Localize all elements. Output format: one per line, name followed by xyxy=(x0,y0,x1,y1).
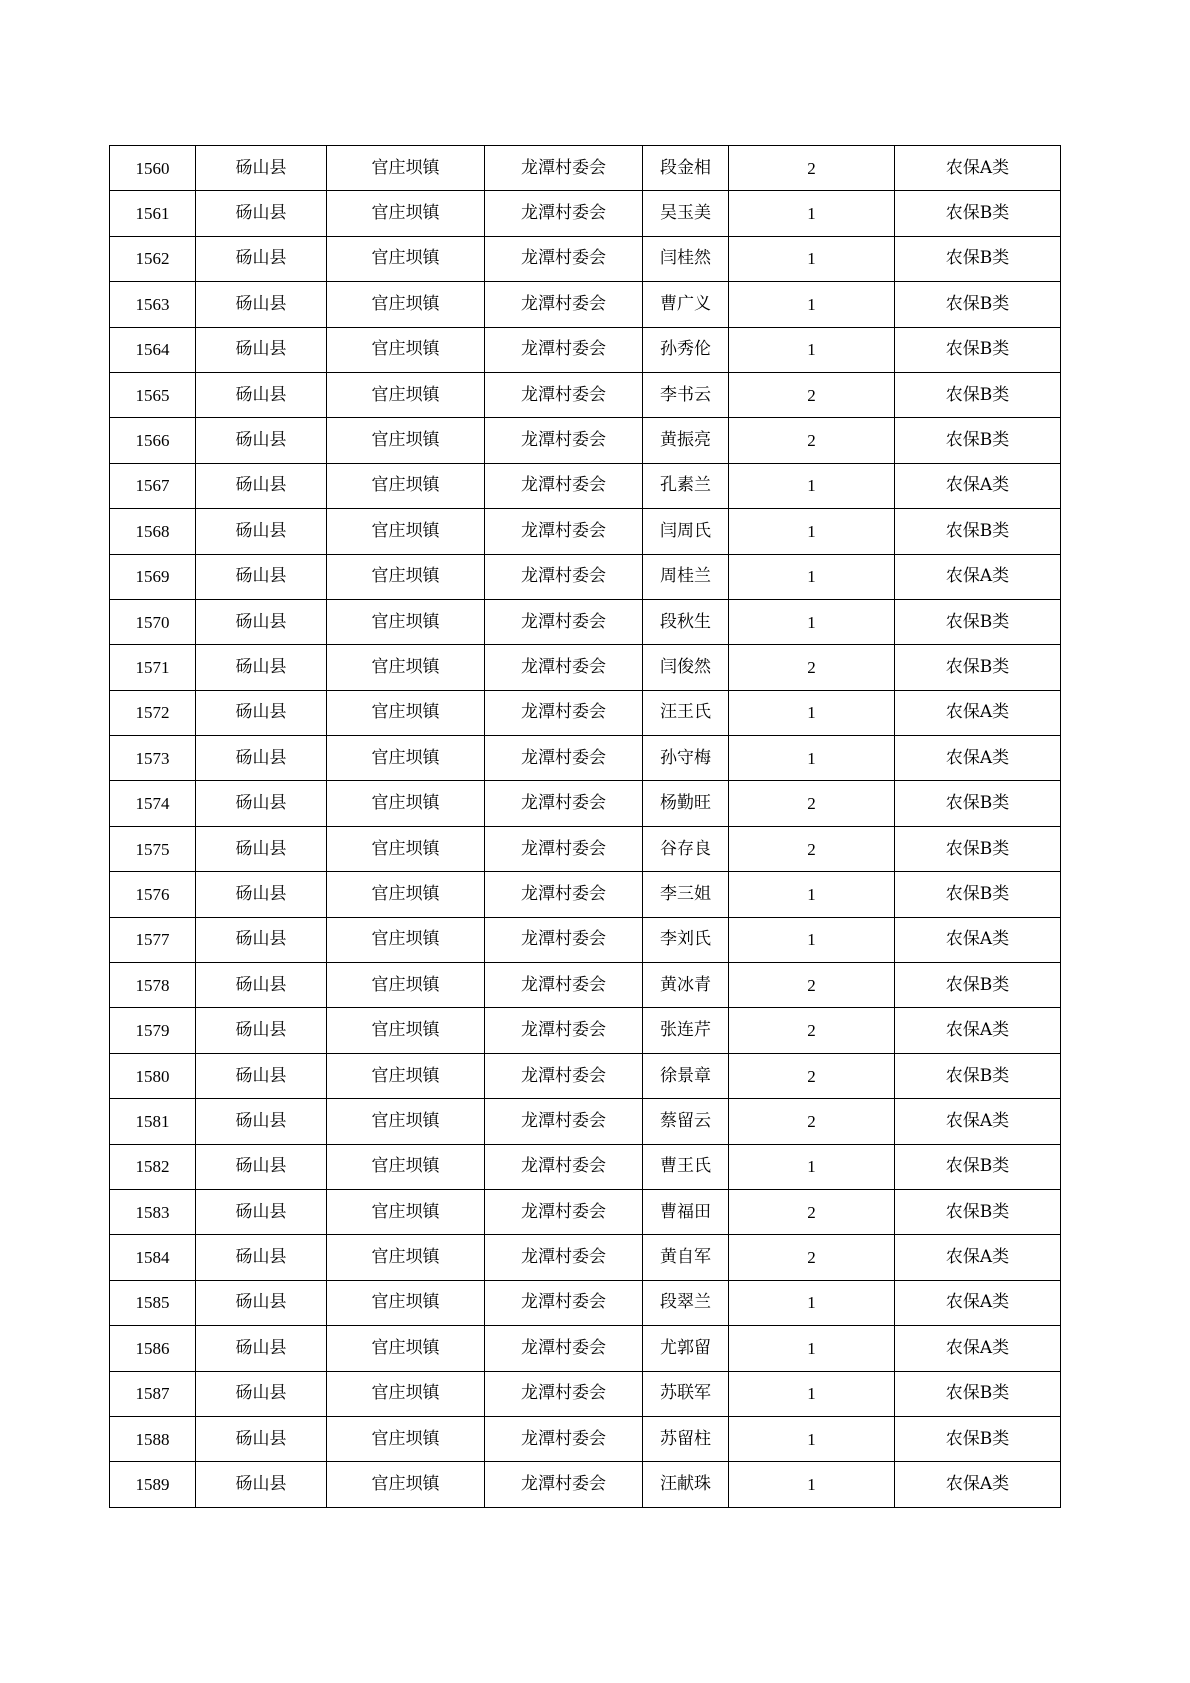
cell-town: 官庄坝镇 xyxy=(327,1144,485,1189)
table-row xyxy=(110,372,1061,417)
cell-name: 周桂兰 xyxy=(643,554,729,599)
cell-name: 孙秀伦 xyxy=(643,327,729,372)
table-row xyxy=(110,509,1061,554)
cell-serial-number: 1573 xyxy=(110,736,196,781)
cell-county: 砀山县 xyxy=(196,463,327,508)
cell-category: 农保A类 xyxy=(895,1235,1061,1280)
cell-serial-number: 1563 xyxy=(110,282,196,327)
cell-village-committee: 龙潭村委会 xyxy=(485,1008,643,1053)
cell-county: 砀山县 xyxy=(196,1144,327,1189)
cell-serial-number: 1570 xyxy=(110,599,196,644)
cell-town: 官庄坝镇 xyxy=(327,327,485,372)
cell-village-committee: 龙潭村委会 xyxy=(485,917,643,962)
cell-county: 砀山县 xyxy=(196,509,327,554)
cell-category: 农保B类 xyxy=(895,1371,1061,1416)
cell-serial-number: 1584 xyxy=(110,1235,196,1280)
cell-count: 2 xyxy=(729,826,895,871)
cell-town: 官庄坝镇 xyxy=(327,509,485,554)
cell-count: 1 xyxy=(729,1280,895,1325)
cell-count: 2 xyxy=(729,372,895,417)
cell-count: 1 xyxy=(729,327,895,372)
cell-town: 官庄坝镇 xyxy=(327,372,485,417)
cell-county: 砀山县 xyxy=(196,1462,327,1507)
cell-town: 官庄坝镇 xyxy=(327,554,485,599)
cell-village-committee: 龙潭村委会 xyxy=(485,1416,643,1461)
cell-name: 谷存良 xyxy=(643,826,729,871)
cell-county: 砀山县 xyxy=(196,1008,327,1053)
cell-name: 曹王氏 xyxy=(643,1144,729,1189)
cell-serial-number: 1569 xyxy=(110,554,196,599)
cell-county: 砀山县 xyxy=(196,191,327,236)
cell-serial-number: 1581 xyxy=(110,1099,196,1144)
table-row xyxy=(110,1008,1061,1053)
cell-county: 砀山县 xyxy=(196,645,327,690)
cell-category: 农保A类 xyxy=(895,736,1061,781)
cell-category: 农保B类 xyxy=(895,1416,1061,1461)
cell-village-committee: 龙潭村委会 xyxy=(485,554,643,599)
cell-village-committee: 龙潭村委会 xyxy=(485,1280,643,1325)
cell-town: 官庄坝镇 xyxy=(327,826,485,871)
cell-name: 黄冰青 xyxy=(643,963,729,1008)
cell-village-committee: 龙潭村委会 xyxy=(485,690,643,735)
cell-count: 1 xyxy=(729,191,895,236)
table-row xyxy=(110,418,1061,463)
cell-town: 官庄坝镇 xyxy=(327,645,485,690)
cell-count: 2 xyxy=(729,146,895,191)
cell-town: 官庄坝镇 xyxy=(327,191,485,236)
cell-category: 农保B类 xyxy=(895,327,1061,372)
cell-town: 官庄坝镇 xyxy=(327,1189,485,1234)
table-row xyxy=(110,1189,1061,1234)
cell-name: 孔素兰 xyxy=(643,463,729,508)
cell-village-committee: 龙潭村委会 xyxy=(485,282,643,327)
cell-serial-number: 1567 xyxy=(110,463,196,508)
cell-village-committee: 龙潭村委会 xyxy=(485,1235,643,1280)
cell-serial-number: 1574 xyxy=(110,781,196,826)
cell-name: 曹福田 xyxy=(643,1189,729,1234)
cell-count: 1 xyxy=(729,599,895,644)
table-row xyxy=(110,1280,1061,1325)
cell-category: 农保B类 xyxy=(895,781,1061,826)
cell-village-committee: 龙潭村委会 xyxy=(485,372,643,417)
table-row xyxy=(110,1053,1061,1098)
cell-name: 闫俊然 xyxy=(643,645,729,690)
cell-village-committee: 龙潭村委会 xyxy=(485,1144,643,1189)
cell-category: 农保B类 xyxy=(895,191,1061,236)
cell-county: 砀山县 xyxy=(196,327,327,372)
cell-serial-number: 1588 xyxy=(110,1416,196,1461)
cell-village-committee: 龙潭村委会 xyxy=(485,191,643,236)
cell-village-committee: 龙潭村委会 xyxy=(485,146,643,191)
cell-name: 李书云 xyxy=(643,372,729,417)
cell-count: 1 xyxy=(729,1462,895,1507)
cell-county: 砀山县 xyxy=(196,554,327,599)
cell-town: 官庄坝镇 xyxy=(327,872,485,917)
cell-category: 农保B类 xyxy=(895,963,1061,1008)
table-row xyxy=(110,1416,1061,1461)
cell-serial-number: 1566 xyxy=(110,418,196,463)
cell-serial-number: 1587 xyxy=(110,1371,196,1416)
cell-county: 砀山县 xyxy=(196,1189,327,1234)
cell-count: 2 xyxy=(729,1053,895,1098)
cell-town: 官庄坝镇 xyxy=(327,690,485,735)
table-row xyxy=(110,1235,1061,1280)
cell-category: 农保B类 xyxy=(895,372,1061,417)
table-row xyxy=(110,1462,1061,1507)
cell-name: 曹广义 xyxy=(643,282,729,327)
cell-county: 砀山县 xyxy=(196,872,327,917)
cell-category: 农保A类 xyxy=(895,554,1061,599)
cell-town: 官庄坝镇 xyxy=(327,963,485,1008)
table-row xyxy=(110,826,1061,871)
cell-category: 农保A类 xyxy=(895,917,1061,962)
cell-county: 砀山县 xyxy=(196,1371,327,1416)
cell-village-committee: 龙潭村委会 xyxy=(485,645,643,690)
cell-village-committee: 龙潭村委会 xyxy=(485,1189,643,1234)
cell-county: 砀山县 xyxy=(196,146,327,191)
table-row xyxy=(110,191,1061,236)
cell-town: 官庄坝镇 xyxy=(327,1416,485,1461)
cell-category: 农保A类 xyxy=(895,1326,1061,1371)
cell-county: 砀山县 xyxy=(196,736,327,781)
cell-name: 汪献珠 xyxy=(643,1462,729,1507)
cell-serial-number: 1583 xyxy=(110,1189,196,1234)
cell-town: 官庄坝镇 xyxy=(327,1326,485,1371)
cell-category: 农保B类 xyxy=(895,645,1061,690)
cell-name: 闫周氏 xyxy=(643,509,729,554)
cell-serial-number: 1575 xyxy=(110,826,196,871)
cell-category: 农保B类 xyxy=(895,1189,1061,1234)
cell-county: 砀山县 xyxy=(196,963,327,1008)
table-body xyxy=(110,146,1061,1508)
cell-count: 1 xyxy=(729,690,895,735)
table-row xyxy=(110,146,1061,191)
cell-count: 2 xyxy=(729,645,895,690)
cell-county: 砀山县 xyxy=(196,282,327,327)
cell-serial-number: 1561 xyxy=(110,191,196,236)
cell-county: 砀山县 xyxy=(196,1053,327,1098)
cell-name: 段金相 xyxy=(643,146,729,191)
cell-village-committee: 龙潭村委会 xyxy=(485,1462,643,1507)
cell-count: 2 xyxy=(729,781,895,826)
cell-count: 1 xyxy=(729,1371,895,1416)
cell-count: 1 xyxy=(729,1416,895,1461)
cell-village-committee: 龙潭村委会 xyxy=(485,327,643,372)
cell-name: 苏联军 xyxy=(643,1371,729,1416)
cell-town: 官庄坝镇 xyxy=(327,1280,485,1325)
cell-town: 官庄坝镇 xyxy=(327,1008,485,1053)
cell-category: 农保A类 xyxy=(895,1280,1061,1325)
cell-village-committee: 龙潭村委会 xyxy=(485,418,643,463)
cell-serial-number: 1579 xyxy=(110,1008,196,1053)
cell-count: 1 xyxy=(729,554,895,599)
cell-name: 杨勤旺 xyxy=(643,781,729,826)
cell-name: 苏留柱 xyxy=(643,1416,729,1461)
cell-count: 2 xyxy=(729,1189,895,1234)
cell-serial-number: 1571 xyxy=(110,645,196,690)
cell-name: 黄自军 xyxy=(643,1235,729,1280)
cell-category: 农保B类 xyxy=(895,418,1061,463)
cell-town: 官庄坝镇 xyxy=(327,1235,485,1280)
table-row xyxy=(110,1144,1061,1189)
table-row xyxy=(110,690,1061,735)
cell-count: 1 xyxy=(729,872,895,917)
cell-village-committee: 龙潭村委会 xyxy=(485,509,643,554)
cell-village-committee: 龙潭村委会 xyxy=(485,1099,643,1144)
cell-town: 官庄坝镇 xyxy=(327,282,485,327)
cell-count: 1 xyxy=(729,1326,895,1371)
cell-county: 砀山县 xyxy=(196,1235,327,1280)
cell-category: 农保B类 xyxy=(895,599,1061,644)
cell-county: 砀山县 xyxy=(196,917,327,962)
cell-name: 汪王氏 xyxy=(643,690,729,735)
cell-town: 官庄坝镇 xyxy=(327,917,485,962)
cell-town: 官庄坝镇 xyxy=(327,736,485,781)
cell-county: 砀山县 xyxy=(196,1416,327,1461)
cell-category: 农保B类 xyxy=(895,509,1061,554)
cell-name: 吴玉美 xyxy=(643,191,729,236)
table-row xyxy=(110,236,1061,281)
cell-category: 农保A类 xyxy=(895,690,1061,735)
cell-serial-number: 1565 xyxy=(110,372,196,417)
cell-village-committee: 龙潭村委会 xyxy=(485,963,643,1008)
cell-name: 孙守梅 xyxy=(643,736,729,781)
cell-count: 1 xyxy=(729,463,895,508)
cell-name: 段翠兰 xyxy=(643,1280,729,1325)
cell-name: 闫桂然 xyxy=(643,236,729,281)
cell-category: 农保A类 xyxy=(895,463,1061,508)
table-row xyxy=(110,963,1061,1008)
cell-serial-number: 1572 xyxy=(110,690,196,735)
table-row xyxy=(110,282,1061,327)
table-row xyxy=(110,736,1061,781)
cell-category: 农保B类 xyxy=(895,1053,1061,1098)
cell-county: 砀山县 xyxy=(196,781,327,826)
cell-category: 农保A类 xyxy=(895,1099,1061,1144)
cell-count: 1 xyxy=(729,917,895,962)
cell-county: 砀山县 xyxy=(196,826,327,871)
cell-name: 黄振亮 xyxy=(643,418,729,463)
cell-county: 砀山县 xyxy=(196,599,327,644)
cell-serial-number: 1589 xyxy=(110,1462,196,1507)
table-row xyxy=(110,1371,1061,1416)
cell-serial-number: 1568 xyxy=(110,509,196,554)
cell-category: 农保B类 xyxy=(895,872,1061,917)
cell-serial-number: 1585 xyxy=(110,1280,196,1325)
beneficiary-table xyxy=(109,145,1061,1508)
cell-village-committee: 龙潭村委会 xyxy=(485,826,643,871)
cell-name: 蔡留云 xyxy=(643,1099,729,1144)
cell-count: 1 xyxy=(729,282,895,327)
cell-county: 砀山县 xyxy=(196,236,327,281)
cell-category: 农保A类 xyxy=(895,146,1061,191)
cell-serial-number: 1582 xyxy=(110,1144,196,1189)
cell-count: 1 xyxy=(729,1144,895,1189)
table-row xyxy=(110,463,1061,508)
cell-village-committee: 龙潭村委会 xyxy=(485,463,643,508)
cell-village-committee: 龙潭村委会 xyxy=(485,872,643,917)
cell-count: 2 xyxy=(729,1235,895,1280)
cell-serial-number: 1576 xyxy=(110,872,196,917)
cell-name: 张连芹 xyxy=(643,1008,729,1053)
cell-name: 李三姐 xyxy=(643,872,729,917)
cell-count: 2 xyxy=(729,1099,895,1144)
cell-town: 官庄坝镇 xyxy=(327,1053,485,1098)
cell-county: 砀山县 xyxy=(196,1326,327,1371)
cell-village-committee: 龙潭村委会 xyxy=(485,1371,643,1416)
table-row xyxy=(110,1099,1061,1144)
table-row xyxy=(110,327,1061,372)
table-row xyxy=(110,917,1061,962)
cell-town: 官庄坝镇 xyxy=(327,418,485,463)
cell-serial-number: 1577 xyxy=(110,917,196,962)
cell-count: 1 xyxy=(729,736,895,781)
cell-town: 官庄坝镇 xyxy=(327,599,485,644)
cell-serial-number: 1578 xyxy=(110,963,196,1008)
table-row xyxy=(110,872,1061,917)
cell-name: 段秋生 xyxy=(643,599,729,644)
cell-count: 1 xyxy=(729,236,895,281)
cell-town: 官庄坝镇 xyxy=(327,1099,485,1144)
cell-serial-number: 1564 xyxy=(110,327,196,372)
cell-county: 砀山县 xyxy=(196,690,327,735)
cell-count: 2 xyxy=(729,963,895,1008)
cell-county: 砀山县 xyxy=(196,372,327,417)
cell-county: 砀山县 xyxy=(196,1280,327,1325)
cell-village-committee: 龙潭村委会 xyxy=(485,736,643,781)
cell-name: 尤郭留 xyxy=(643,1326,729,1371)
cell-village-committee: 龙潭村委会 xyxy=(485,599,643,644)
table-row xyxy=(110,599,1061,644)
cell-category: 农保B类 xyxy=(895,1144,1061,1189)
cell-count: 2 xyxy=(729,1008,895,1053)
cell-category: 农保B类 xyxy=(895,826,1061,871)
cell-serial-number: 1560 xyxy=(110,146,196,191)
cell-serial-number: 1586 xyxy=(110,1326,196,1371)
cell-village-committee: 龙潭村委会 xyxy=(485,236,643,281)
cell-county: 砀山县 xyxy=(196,1099,327,1144)
cell-town: 官庄坝镇 xyxy=(327,1371,485,1416)
cell-count: 2 xyxy=(729,418,895,463)
cell-town: 官庄坝镇 xyxy=(327,1462,485,1507)
cell-county: 砀山县 xyxy=(196,418,327,463)
cell-village-committee: 龙潭村委会 xyxy=(485,1326,643,1371)
cell-town: 官庄坝镇 xyxy=(327,781,485,826)
table-row xyxy=(110,554,1061,599)
cell-category: 农保A类 xyxy=(895,1462,1061,1507)
cell-category: 农保B类 xyxy=(895,282,1061,327)
cell-name: 徐景章 xyxy=(643,1053,729,1098)
cell-serial-number: 1562 xyxy=(110,236,196,281)
table-row xyxy=(110,1326,1061,1371)
cell-category: 农保A类 xyxy=(895,1008,1061,1053)
cell-serial-number: 1580 xyxy=(110,1053,196,1098)
cell-count: 1 xyxy=(729,509,895,554)
table-row xyxy=(110,781,1061,826)
cell-town: 官庄坝镇 xyxy=(327,463,485,508)
cell-village-committee: 龙潭村委会 xyxy=(485,781,643,826)
cell-name: 李刘氏 xyxy=(643,917,729,962)
table-row xyxy=(110,645,1061,690)
cell-village-committee: 龙潭村委会 xyxy=(485,1053,643,1098)
cell-town: 官庄坝镇 xyxy=(327,236,485,281)
cell-category: 农保B类 xyxy=(895,236,1061,281)
cell-town: 官庄坝镇 xyxy=(327,146,485,191)
